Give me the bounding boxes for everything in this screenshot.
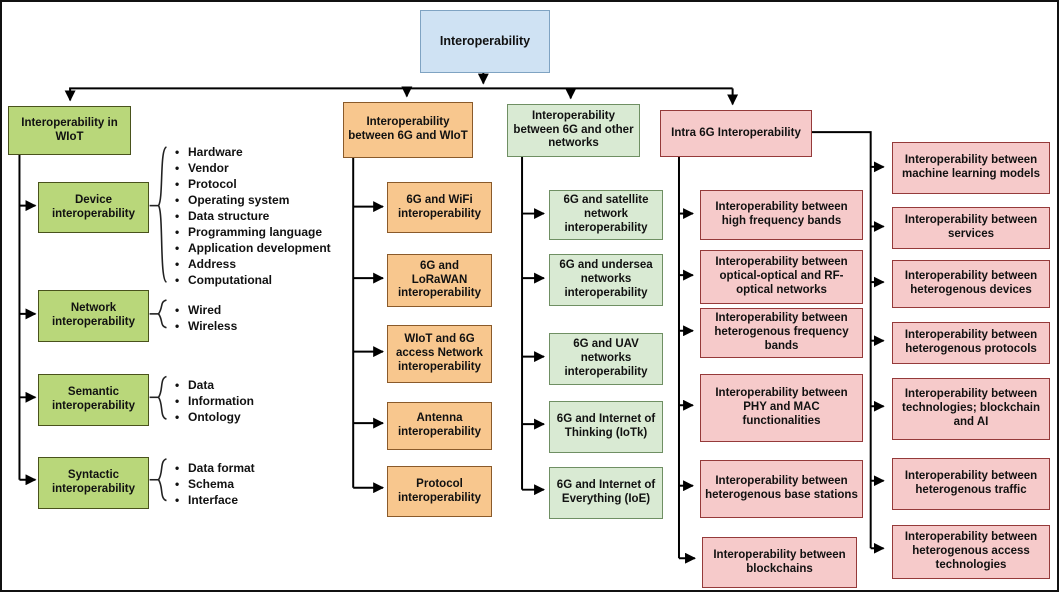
root-connectors (69, 73, 732, 105)
bullet-item: • Application development (174, 240, 331, 256)
bullet-item: • Protocol (174, 176, 331, 192)
brace (159, 147, 167, 282)
bullet-item: • Data (174, 377, 254, 393)
node-6g-lorawan: 6G and LoRaWAN interoperability (387, 254, 492, 307)
brace-connectors (150, 147, 167, 501)
node-header-intra-6g: Intra 6G Interoperability (660, 110, 812, 157)
node-phy-mac-functionalities: Interoperability between PHY and MAC functionalities (700, 374, 863, 442)
node-syntactic-interoperability: Syntactic interoperability (38, 457, 149, 509)
intra-six-g-connectors (679, 156, 695, 558)
node-network-interoperability: Network interoperability (38, 290, 149, 342)
node-root-interoperability: Interoperability (420, 10, 550, 73)
bullet-item: • Wireless (174, 318, 237, 334)
node-semantic-interoperability: Semantic interoperability (38, 374, 149, 426)
node-high-frequency-bands: Interoperability between high frequency bands (700, 190, 863, 240)
node-technologies-blockchain-ai: Interoperability between technologies; blockchain and AI (892, 378, 1050, 440)
node-6g-uav: 6G and UAV networks interoperability (549, 333, 663, 385)
node-protocol-interoperability: Protocol interoperability (387, 466, 492, 517)
bullet-item: • Computational (174, 272, 331, 288)
bullet-item: • Data format (174, 460, 255, 476)
semantic-bullet-list (174, 377, 254, 425)
bullet-item: • Address (174, 256, 331, 272)
node-heterogenous-protocols: Interoperability between heterogenous protocols (892, 322, 1050, 364)
bullet-item: • Vendor (174, 160, 331, 176)
six-g-other-connectors (522, 156, 544, 490)
node-header-6g-other-networks: Interoperability between 6G and other networks (507, 104, 640, 157)
node-6g-iotk: 6G and Internet of Thinking (IoTk) (549, 401, 663, 453)
network-bullet-list (174, 302, 237, 334)
node-between-blockchains: Interoperability between blockchains (702, 537, 857, 588)
bullet-item: • Wired (174, 302, 237, 318)
node-wiot-6g-access-network: WIoT and 6G access Network interoperability (387, 325, 492, 383)
brace (159, 300, 167, 328)
bullet-item: • Ontology (174, 409, 254, 425)
bullet-item: • Schema (174, 476, 255, 492)
node-device-interoperability: Device interoperability (38, 182, 149, 233)
bullet-item: • Interface (174, 492, 255, 508)
brace (159, 459, 167, 501)
node-heterogenous-frequency-bands: Interoperability between heterogenous frequency bands (700, 308, 863, 358)
bullet-item: • Operating system (174, 192, 331, 208)
node-between-services: Interoperability between services (892, 207, 1050, 249)
bullet-item: • Information (174, 393, 254, 409)
node-6g-ioe: 6G and Internet of Everything (IoE) (549, 467, 663, 519)
six-g-wiot-connectors (353, 157, 383, 488)
bullet-item: • Programming language (174, 224, 331, 240)
node-heterogenous-traffic: Interoperability between heterogenous traffic (892, 458, 1050, 510)
node-heterogenous-access-technologies: Interoperability between heterogenous access technologies (892, 525, 1050, 579)
node-header-6g-wiot: Interoperability between 6G and WIoT (343, 102, 473, 158)
node-6g-wifi: 6G and WiFi interoperability (387, 182, 492, 233)
node-header-wiot: Interoperability in WIoT (8, 106, 131, 155)
device-bullet-list (174, 144, 331, 288)
wiot-branch-connectors (19, 154, 35, 480)
node-machine-learning-models: Interoperability between machine learning models (892, 142, 1050, 194)
node-6g-satellite: 6G and satellite network interoperability (549, 190, 663, 240)
node-optical-rf-optical: Interoperability between optical-optical and RF-optical networks (700, 250, 863, 304)
bullet-item: • Data structure (174, 208, 331, 224)
node-antenna-interoperability: Antenna interoperability (387, 402, 492, 450)
bullet-item: • Hardware (174, 144, 331, 160)
node-heterogenous-base-stations: Interoperability between heterogenous base stations (700, 460, 863, 518)
node-heterogenous-devices: Interoperability between heterogenous devices (892, 260, 1050, 308)
syntactic-bullet-list (174, 460, 255, 508)
brace (159, 376, 167, 419)
node-6g-undersea: 6G and undersea networks interoperability (549, 254, 663, 306)
